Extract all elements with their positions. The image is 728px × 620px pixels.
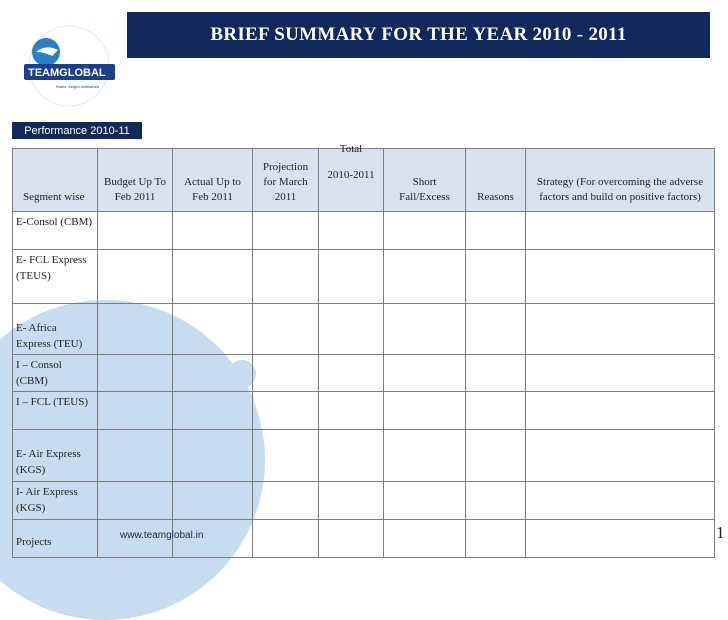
- table-cell: [98, 392, 173, 430]
- table-row: [13, 392, 715, 430]
- table-cell: [384, 250, 466, 304]
- table-cell: [98, 304, 173, 355]
- logo-brand-text: TEAMGLOBAL: [28, 67, 106, 79]
- table-cell: [384, 304, 466, 355]
- table-cell: [384, 392, 466, 430]
- table-cell: [319, 212, 384, 250]
- table-cell: [319, 355, 384, 392]
- table-cell: [173, 482, 253, 520]
- table-cell: [384, 520, 466, 558]
- table-cell: [319, 304, 384, 355]
- table-cell: [98, 212, 173, 250]
- col-header-segment: Segment wise: [13, 149, 98, 212]
- table-cell: [319, 392, 384, 430]
- table-cell: [384, 355, 466, 392]
- row-label: Projects: [13, 520, 98, 558]
- table-cell: [526, 355, 715, 392]
- table-cell: [466, 304, 526, 355]
- table-cell: [526, 482, 715, 520]
- table-row: [13, 520, 715, 558]
- table-cell: [253, 212, 319, 250]
- table-cell: [253, 520, 319, 558]
- table-row: [13, 304, 715, 355]
- table-cell: [526, 304, 715, 355]
- table-cell: [384, 212, 466, 250]
- table-cell: [253, 304, 319, 355]
- table-cell: [466, 250, 526, 304]
- table-cell: [319, 430, 384, 482]
- table-cell: [319, 520, 384, 558]
- table-cell: [98, 430, 173, 482]
- performance-tab: Performance 2010-11: [12, 122, 142, 139]
- table-cell: [173, 304, 253, 355]
- col-header-total-year: 2010-2011: [327, 169, 375, 181]
- table-row: [13, 355, 715, 392]
- table-cell: [173, 355, 253, 392]
- logo-graphic: [16, 22, 122, 106]
- table-cell: [253, 250, 319, 304]
- row-label: I – FCL (TEUS): [13, 392, 98, 430]
- table-cell: [466, 482, 526, 520]
- row-label: E- Africa Express (TEU): [13, 304, 98, 355]
- table-cell: [466, 430, 526, 482]
- table-cell: [526, 392, 715, 430]
- col-header-reasons: Reasons: [466, 149, 526, 212]
- table-cell: [384, 430, 466, 482]
- table-row: [13, 430, 715, 482]
- table-cell: [526, 430, 715, 482]
- table-cell: [98, 355, 173, 392]
- table-cell: [466, 212, 526, 250]
- table-cell: [173, 250, 253, 304]
- row-label: E-Consol (CBM): [13, 212, 98, 250]
- page-title: BRIEF SUMMARY FOR THE YEAR 2010 - 2011: [210, 24, 627, 45]
- row-label: I- Air Express (KGS): [13, 482, 98, 520]
- table-cell: [466, 355, 526, 392]
- table-cell: [98, 482, 173, 520]
- col-header-projection: Projection for March 2011: [253, 149, 319, 212]
- table-cell: [319, 250, 384, 304]
- table-row: [13, 250, 715, 304]
- col-header-total-label: Total: [339, 143, 363, 155]
- col-header-strategy: Strategy (For overcoming the adverse factors and build on positive factors): [526, 149, 715, 212]
- teamglobal-logo: [16, 22, 122, 106]
- table-cell: [253, 482, 319, 520]
- table-row: [13, 482, 715, 520]
- footer-website-link[interactable]: www.teamglobal.in: [120, 530, 204, 541]
- table-cell: [173, 430, 253, 482]
- row-label: E- Air Express (KGS): [13, 430, 98, 482]
- table-cell: [98, 250, 173, 304]
- col-header-total: [319, 143, 384, 212]
- table-cell: [526, 520, 715, 558]
- logo-tagline: Rides, freight unleashed: [56, 84, 100, 89]
- table-cell: [384, 482, 466, 520]
- table-cell: [319, 482, 384, 520]
- summary-table: [12, 143, 715, 558]
- table-cell: [526, 212, 715, 250]
- col-header-actual: Actual Up to Feb 2011: [173, 149, 253, 212]
- row-label: E- FCL Express (TEUS): [13, 250, 98, 304]
- row-label: I – Consol (CBM): [13, 355, 98, 392]
- table-cell: [253, 355, 319, 392]
- table-row: [13, 212, 715, 250]
- table-cell: [173, 392, 253, 430]
- table-cell: [173, 212, 253, 250]
- table-header-row: [13, 149, 715, 212]
- table-cell: [466, 392, 526, 430]
- table-cell: [253, 430, 319, 482]
- table-cell: [253, 392, 319, 430]
- page-number: 1: [716, 523, 725, 542]
- table-cell: [466, 520, 526, 558]
- col-header-shortfall: Short Fall/Excess: [384, 149, 466, 212]
- col-header-budget: Budget Up To Feb 2011: [98, 149, 173, 212]
- table-cell: [526, 250, 715, 304]
